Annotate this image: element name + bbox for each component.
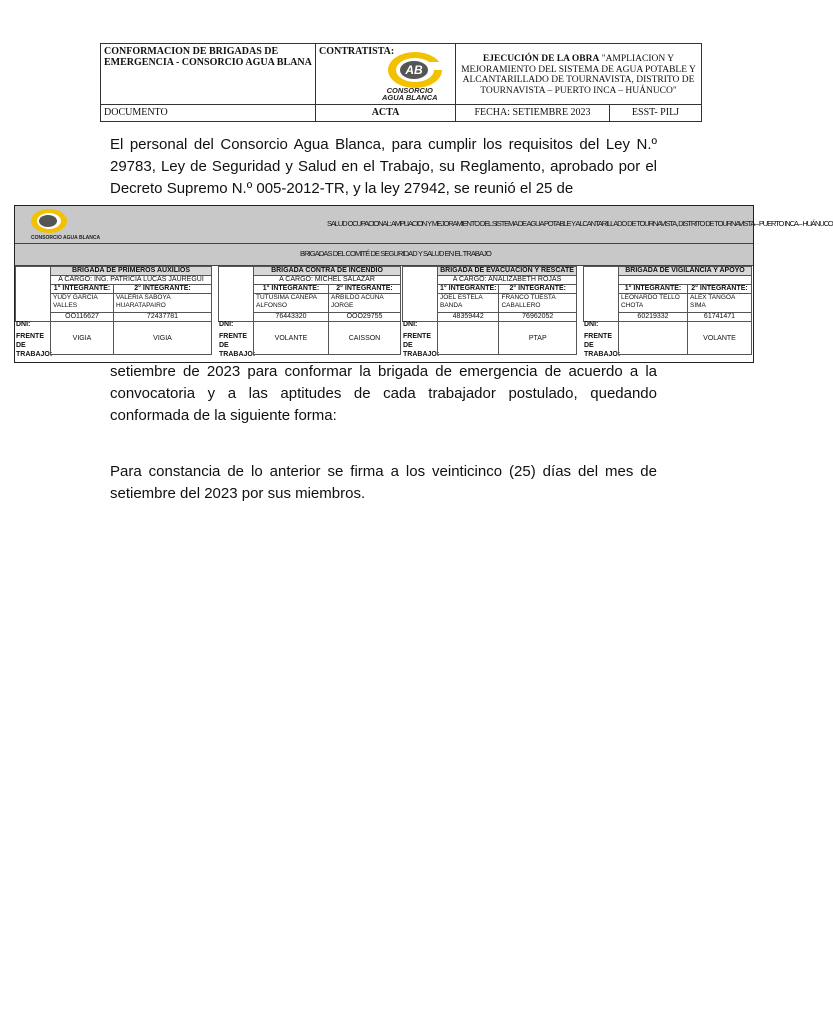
member1-header: 1° INTEGRANTE: — [438, 285, 499, 294]
member2-name: ALEX TANGOA SIMA — [688, 294, 752, 313]
paragraph-intro-text: El personal del Consorcio Agua Blanca, para cumplir los requisitos del Ley N.º 29783, Ley de Seguridad y Salud en el Trabajo, su Reglamento, aprobado por el Decreto Supremo N.º 005-2012-TR, y la ley 27942, se reunió el 25 de — [110, 136, 657, 197]
contratista-cell — [316, 44, 456, 105]
member2-header: 2° INTEGRANTE: — [499, 285, 577, 294]
member1-name: LEONARDO TELLO CHOTA — [619, 294, 688, 313]
member1-frente — [619, 322, 688, 355]
member1-dni: 76443320 — [254, 313, 329, 322]
documento-label: DOCUMENTO — [101, 105, 316, 122]
committee-title: BRIGADAS DEL COMITÉ DE SEGURIDAD Y SALUD EN EL TRABAJO — [300, 249, 491, 258]
obra-text: "AMPLIACION Y MEJORAMIENTO DEL SISTEMA DE AGUA POTABLE Y ALCANTARILLADO DE TOURNAVISTA, DISTRITO DE TOURNAVISTA – PUERTO INCA – HUÁNUCO" — [461, 54, 696, 96]
member2-name: VALERIA SABOYA HUARATAPAIRO — [114, 294, 212, 313]
brigades-sheet — [14, 205, 833, 363]
consorcio-logo-icon — [386, 50, 444, 90]
obra-bold: EJECUCIÓN DE LA OBRA — [482, 54, 600, 64]
frente-label: FRENTE DE TRABAJO: — [219, 333, 256, 358]
member2-header: 2° INTEGRANTE: — [114, 285, 212, 294]
member2-frente: VIGIA — [114, 322, 212, 355]
fecha-code-cell — [456, 105, 702, 122]
member1-frente: VIGIA — [51, 322, 114, 355]
logo-caption-line1: CONSORCIO — [386, 86, 433, 95]
brigade-cargo: A CARGO: ANALIZABETH ROJAS — [438, 276, 577, 285]
contratista-label: CONTRATISTA: — [319, 46, 395, 57]
brigade-vigilancia-apoyo — [618, 266, 752, 355]
member2-frente: CAISSON — [329, 322, 401, 355]
document-header — [100, 43, 702, 122]
paragraph-closing — [110, 461, 657, 505]
member2-dni: 76962052 — [499, 313, 577, 322]
frente-label: FRENTE DE TRABAJO: — [16, 333, 53, 358]
member2-frente: PTAP — [499, 322, 577, 355]
header-title: CONFORMACION DE BRIGADAS DE EMERGENCIA - CONSORCIO AGUA BLANA — [101, 44, 316, 105]
member1-header: 1° INTEGRANTE: — [254, 285, 329, 294]
member2-name: FRANCO TUESTA CABALLERO — [499, 294, 577, 313]
brigade-cargo: A CARGO: MICHEL SALAZAR — [254, 276, 401, 285]
paragraph-closing-text: Para constancia de lo anterior se firma a los veinticinco (25) días del mes de setiembre del 2023 por sus miembros. — [110, 463, 657, 502]
member2-name: ARBILDO ACUNA JORGE — [329, 294, 401, 313]
dni-label: DNI: — [403, 321, 418, 328]
member2-header: 2° INTEGRANTE: — [329, 285, 401, 294]
member1-dni: 60219332 — [619, 313, 688, 322]
sheet-logo-icon — [29, 208, 101, 241]
logo-letters: AB — [405, 63, 423, 77]
frente-label: FRENTE DE TRABAJO: — [403, 333, 440, 358]
paragraph-continuation — [110, 361, 657, 427]
member1-frente — [438, 322, 499, 355]
member1-frente: VOLANTE — [254, 322, 329, 355]
dni-label: DNI: — [584, 321, 599, 328]
brigade-primeros-auxilios — [50, 266, 212, 355]
member2-dni: OOO29755 — [329, 313, 401, 322]
brigade-contra-incendio — [253, 266, 401, 355]
brigade-cargo — [619, 276, 752, 285]
brigade-name: BRIGADA DE PRIMEROS AUXILIOS — [51, 267, 212, 276]
dni-label: DNI: — [219, 321, 234, 328]
member2-dni: 61741471 — [688, 313, 752, 322]
sheet-title: SALUD OCUPACIONAL: AMPLIACION Y MEJORAMIENTO DEL SISTEMA DE AGUA POTABLE Y ALCANTARILLADO DE TOURNAVISTA, DISTRITO DE TOURNAVISTA – PUERTO INCA – HUÁNUCO — [327, 219, 833, 228]
member1-header: 1° INTEGRANTE: — [51, 285, 114, 294]
sheet-logo-caption: CONSORCIO AGUA BLANCA — [31, 235, 101, 241]
dni-label: DNI: — [16, 321, 31, 328]
logo-caption-line2: AGUA BLANCA — [382, 93, 438, 102]
member1-name: YUDY GARCIA VALLES — [51, 294, 114, 313]
acta-label: ACTA — [316, 105, 456, 122]
brigade-name: BRIGADA CONTRA DE INCENDIO — [254, 267, 401, 276]
member2-dni: 72437781 — [114, 313, 212, 322]
code-label: ESST- PILJ — [631, 107, 680, 118]
paragraph-intro — [110, 134, 657, 200]
member1-header: 1° INTEGRANTE: — [619, 285, 688, 294]
member2-frente: VOLANTE — [688, 322, 752, 355]
logo-caption — [382, 87, 438, 101]
member1-dni: OO116627 — [51, 313, 114, 322]
committee-band — [15, 244, 753, 266]
brigade-evacuacion-rescate — [437, 266, 577, 355]
sheet-title-band — [15, 206, 833, 244]
member1-name: JOEL ESTELA BANDA — [438, 294, 499, 313]
frente-label: FRENTE DE TRABAJO: — [584, 333, 621, 358]
brigade-name: BRIGADA DE VIGILANCIA Y APOYO — [619, 267, 752, 276]
member2-header: 2° INTEGRANTE: — [688, 285, 752, 294]
brigade-cargo: A CARGO: ING. PATRICIA LUCAS JAUREGUI — [51, 276, 212, 285]
member1-name: TUTUSIMA CANEPA ALFONSO — [254, 294, 329, 313]
fecha-label: FECHA: SETIEMBRE 2023 — [456, 105, 610, 121]
obra-description — [456, 44, 702, 105]
brigade-name: BRIGADA DE EVACUACION Y RESCATE — [438, 267, 577, 276]
member1-dni: 48359442 — [438, 313, 499, 322]
paragraph-continuation-text: setiembre de 2023 para conformar la brigada de emergencia de acuerdo a la convocatoria y a las aptitudes de cada trabajador postulado, quedando conformada de la siguiente forma: — [110, 363, 657, 424]
